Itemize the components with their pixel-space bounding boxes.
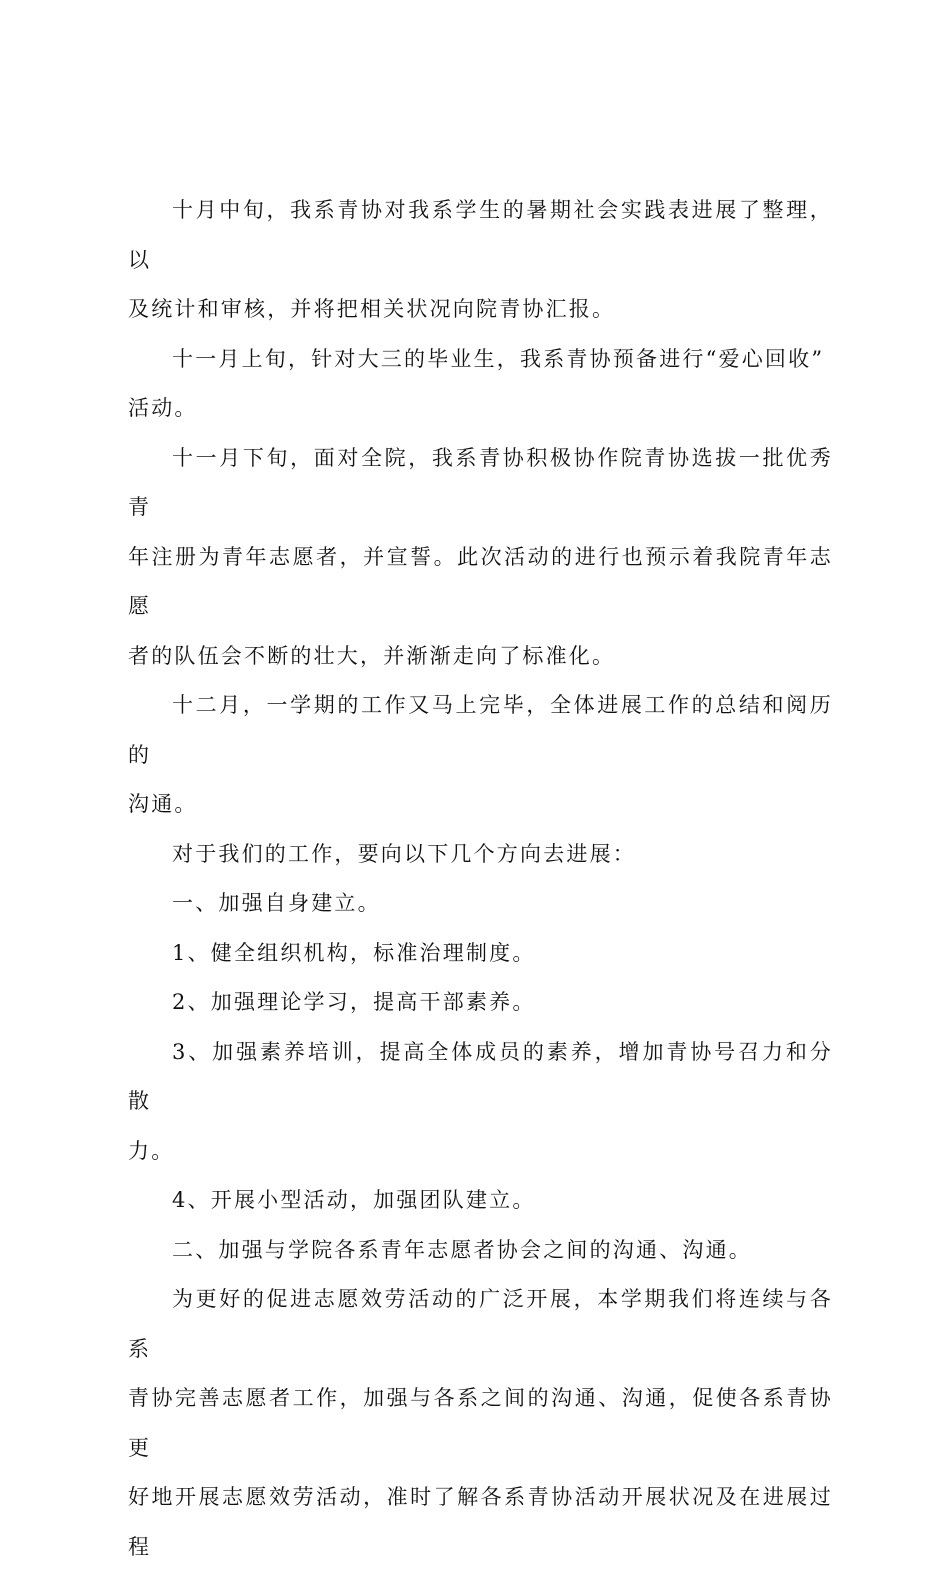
text-line: 十月中旬，我系青协对我系学生的暑期社会实践表进展了整理，以 — [128, 198, 833, 272]
text-line: 1、健全组织机构，标准治理制度。 — [172, 940, 536, 965]
text-line: 对于我们的工作，要向以下几个方向去进展： — [172, 841, 636, 866]
paragraph-late-november — [128, 434, 833, 682]
list-item-1 — [128, 929, 833, 979]
text-line: 十一月上旬，针对大三的毕业生，我系青协预备进行“爱心回收” — [172, 346, 825, 371]
text-line: 好地开展志愿效劳活动，准时了解各系青协活动开展状况及在进展过程 — [128, 1485, 833, 1559]
paragraph-directions-intro — [128, 830, 833, 880]
text-line: 2、加强理论学习，提高干部素养。 — [172, 990, 536, 1014]
list-item-4 — [128, 1176, 833, 1226]
list-item-3 — [128, 1028, 833, 1177]
document-body — [128, 186, 833, 1572]
paragraph-december — [128, 681, 833, 830]
text-line: 4、开展小型活动，加强团队建立。 — [172, 1188, 536, 1212]
text-line: 十二月，一学期的工作又马上完毕，全体进展工作的总结和阅历的 — [128, 693, 833, 767]
text-line: 青协完善志愿者工作，加强与各系之间的沟通、沟通，促使各系青协更 — [128, 1386, 833, 1460]
text-line: 沟通。 — [128, 792, 198, 816]
text-line: 力。 — [128, 1138, 175, 1163]
text-line: 十一月下旬，面对全院，我系青协积极协作院青协选拔一批优秀青 — [128, 445, 833, 519]
text-line: 及统计和审核，并将把相关状况向院青协汇报。 — [128, 297, 616, 321]
paragraph-early-november — [128, 335, 833, 434]
text-line: 为更好的促进志愿效劳活动的广泛开展，本学期我们将连续与各系 — [128, 1287, 833, 1361]
text-line: 一、加强自身建立。 — [172, 891, 381, 915]
paragraph-promotion — [128, 1275, 833, 1572]
text-line: 者的队伍会不断的壮大，并渐渐走向了标准化。 — [128, 643, 616, 668]
text-line: 二、加强与学院各系青年志愿者协会之间的沟通、沟通。 — [172, 1237, 752, 1262]
list-item-2 — [128, 978, 833, 1028]
text-line: 3、加强素养培训，提高全体成员的素养，增加青协号召力和分散 — [128, 1039, 833, 1113]
text-line: 活动。 — [128, 396, 198, 420]
heading-self-building — [128, 879, 833, 929]
paragraph-october — [128, 186, 833, 335]
text-line: 年注册为青年志愿者，并宣誓。此次活动的进行也预示着我院青年志愿 — [128, 544, 833, 618]
heading-communication — [128, 1226, 833, 1276]
